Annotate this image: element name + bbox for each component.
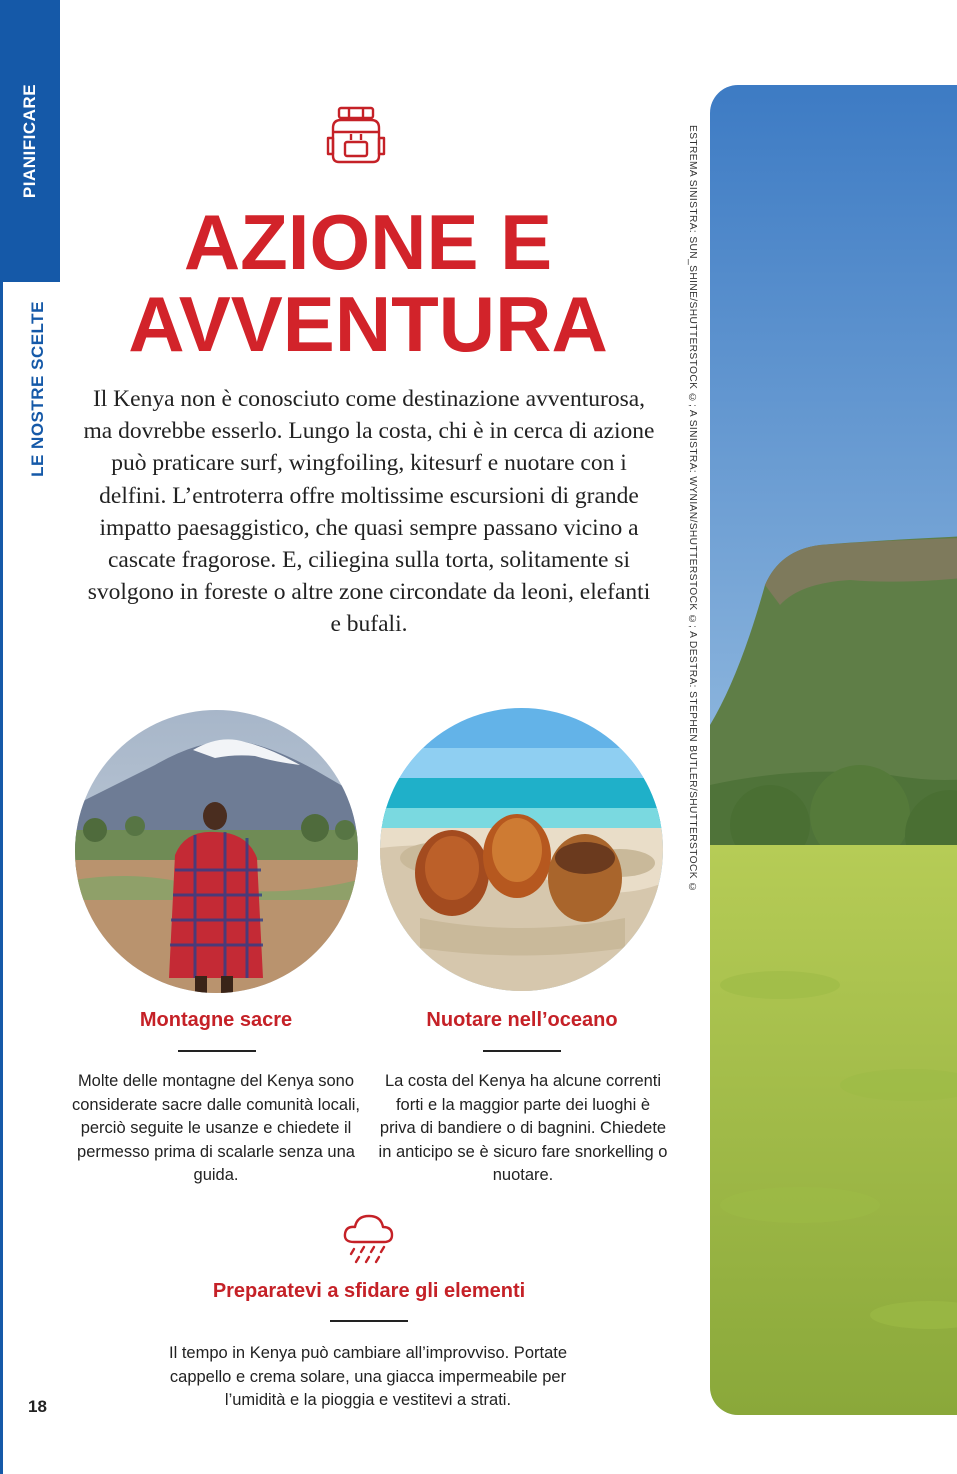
photo-credit: ESTREMA SINISTRA: SUN_SHINE/SHUTTERSTOCK ©; A SINISTRA: WYNIAN/SHUTTERSTOCK ©; A DESTRA: STEPHEN BUTLER/SHUTTERSTOCK © <box>687 125 698 894</box>
tip-divider <box>330 1320 408 1322</box>
page-number: 18 <box>28 1397 47 1416</box>
page-title-line-2: AVVENTURA <box>128 280 608 368</box>
tip-heading: Preparatevi a sfidare gli elementi <box>212 1280 526 1302</box>
card-divider <box>483 1050 561 1052</box>
photo-landscape-escarpment <box>710 85 957 1415</box>
tip-text: Il tempo in Kenya può cambiare all’improvviso. Portate cappello e crema solare, una giacca impermeabile per l’umidità e la pioggia e vestitevi a strati. <box>168 1344 568 1409</box>
card-divider <box>178 1050 256 1052</box>
section-label: LE NOSTRE SCELTE <box>28 301 47 477</box>
card-text-oceano: La costa del Kenya ha alcune correnti forti e la maggior parte dei luoghi è priva di bandiere o di bagnini. Chiedete in anticipo se è sicuro fare snorkelling o nuotare. <box>378 1072 668 1184</box>
card-heading-montagne: Montagne sacre <box>139 1009 293 1031</box>
rain-cloud-icon <box>340 1210 396 1266</box>
photo-maasai-mountain <box>75 710 358 993</box>
page-title-line-1: AZIONE E <box>183 198 553 286</box>
backpack-icon <box>325 104 387 166</box>
side-rule <box>0 282 3 1474</box>
card-heading-oceano: Nuotare nell’oceano <box>426 1009 618 1031</box>
intro-paragraph: Il Kenya non è conosciuto come destinazione avventurosa, ma dovrebbe esserlo. Lungo la costa, chi è in cerca di azione può praticare surf, wingfoiling, kitesurf e nuotare con i delfini. L’entroterra offre moltissime escursioni di grande impatto paesaggistico, che quasi sempre passano vicino a cascate fragorose. E, ciliegina sulla torta, solitamente si svolgono in foreste o altre zone circondate da leoni, elefanti e bufali. <box>83 386 655 638</box>
card-text-montagne: Molte delle montagne del Kenya sono considerate sacre dalle comunità locali, perciò seguite le usanze e chiedete il permesso prima di scalarle senza una guida. <box>72 1072 360 1184</box>
photo-beach-gourds <box>380 708 663 991</box>
side-tab-label: PIANIFICARE <box>20 83 39 199</box>
